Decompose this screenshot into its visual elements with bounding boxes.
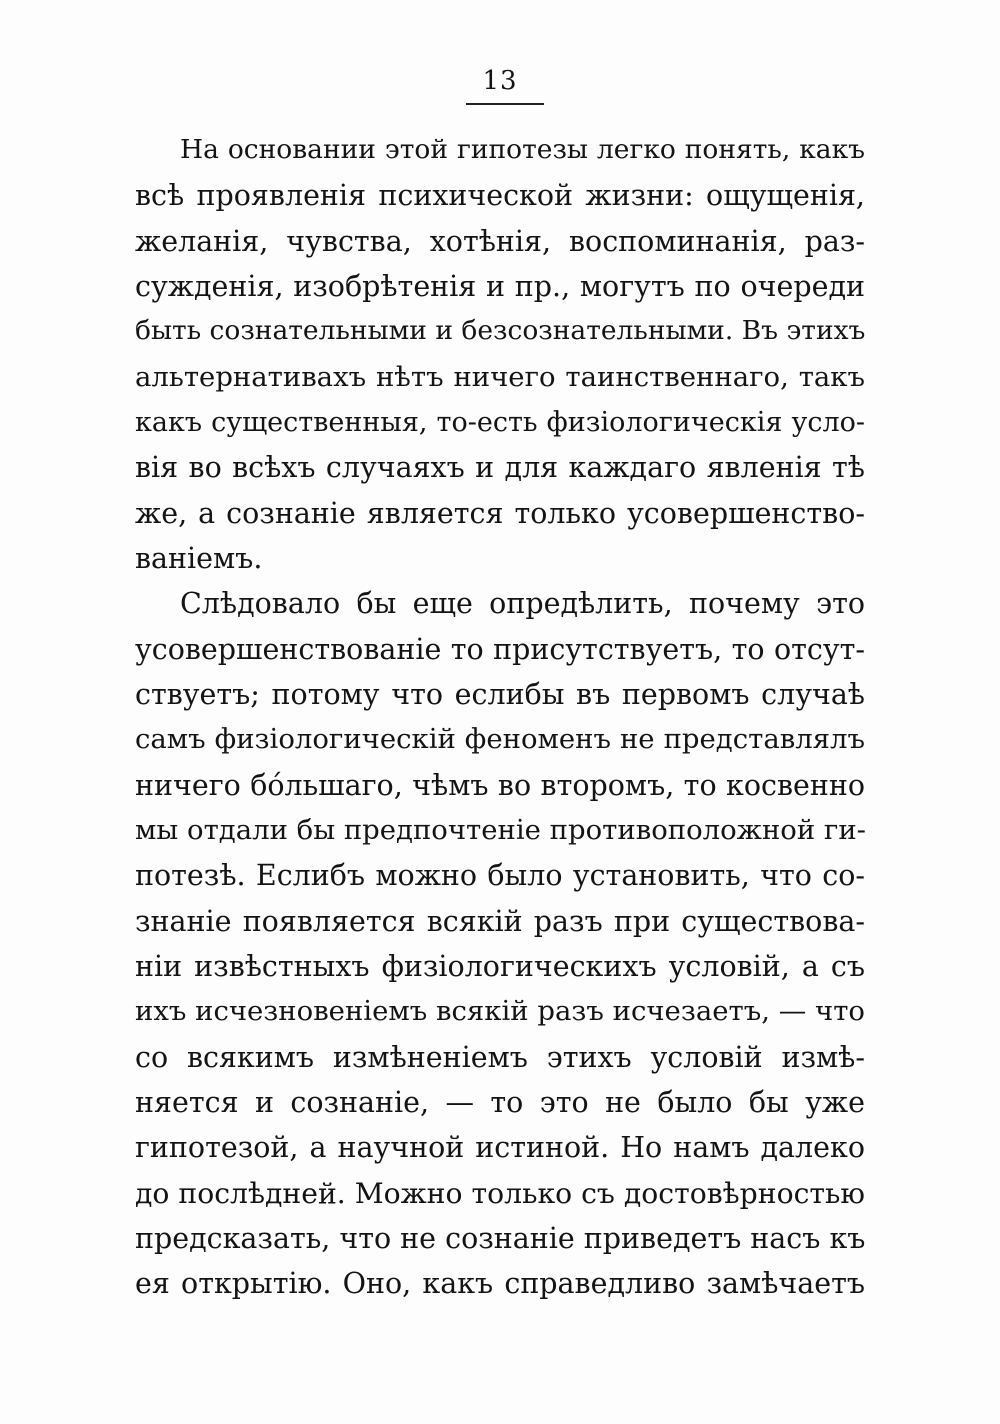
text-line: сужденія, изобрѣтенія и пр., могутъ по очереди <box>135 270 865 303</box>
text-line: до послѣдней. Можно только съ достовѣрностью <box>135 1177 866 1210</box>
text-line: предсказать, что не сознаніе приведетъ насъ къ <box>135 1222 866 1255</box>
text-line: няется и сознаніе, — то это не было бы уже <box>135 1086 865 1119</box>
text-line: ствуетъ; потому что еслибы въ первомъ случаѣ <box>135 678 865 711</box>
text-line: вія во всѣхъ случаяхъ и для каждаго явленія тѣ <box>135 451 865 484</box>
text-line: мы отдали бы предпочтеніе противоположной ги- <box>135 814 866 846</box>
page-number: 13 <box>482 66 518 96</box>
text-line: гипотезой, а научной истиной. Но намъ далеко <box>135 1131 865 1164</box>
text-line: же, а сознаніе является только усовершенство- <box>135 497 865 530</box>
text-line: ніи извѣстныхъ физіологическихъ условій, а съ <box>135 950 865 983</box>
text-line: со всякимъ измѣненіемъ этихъ условій измѣ- <box>135 1041 865 1074</box>
text-line: потезѣ. Еслибъ можно было установить, что со- <box>135 859 865 892</box>
text-line: самъ физіологическій феноменъ не представлялъ <box>135 723 865 755</box>
text-line: быть сознательными и безсознательными. Въ этихъ <box>135 315 866 346</box>
text-line: какъ существенныя, то-есть физіологическія усло- <box>135 407 865 438</box>
text-line: знаніе появляется всякій разъ при существова- <box>135 905 865 938</box>
text-line: желанія, чувства, хотѣнія, воспоминанія, раз- <box>135 225 865 258</box>
text-line: усовершенствованіе то присутствуетъ, то отсут- <box>135 633 865 666</box>
text-line: всѣ проявленія психической жизни: ощущенія, <box>135 179 865 212</box>
text-line: ея открытію. Оно, какъ справедливо замѣчаетъ <box>135 1267 865 1300</box>
text-line: альтернативахъ нѣтъ ничего таинственнаго, такъ <box>135 361 865 393</box>
page-number-rule <box>466 103 544 105</box>
text-line: На основании этой гипотезы легко понять, какъ <box>180 134 865 165</box>
text-line: ихъ исчезновеніемъ всякій разъ исчезаетъ, — что <box>135 995 865 1027</box>
text-line: ничего бо́льшаго, чѣмъ во второмъ, то косвенно <box>135 769 865 802</box>
text-line: ваніемъ. <box>135 542 263 575</box>
text-line: Слѣдовало бы еще опредѣлить, почему это <box>180 587 865 620</box>
